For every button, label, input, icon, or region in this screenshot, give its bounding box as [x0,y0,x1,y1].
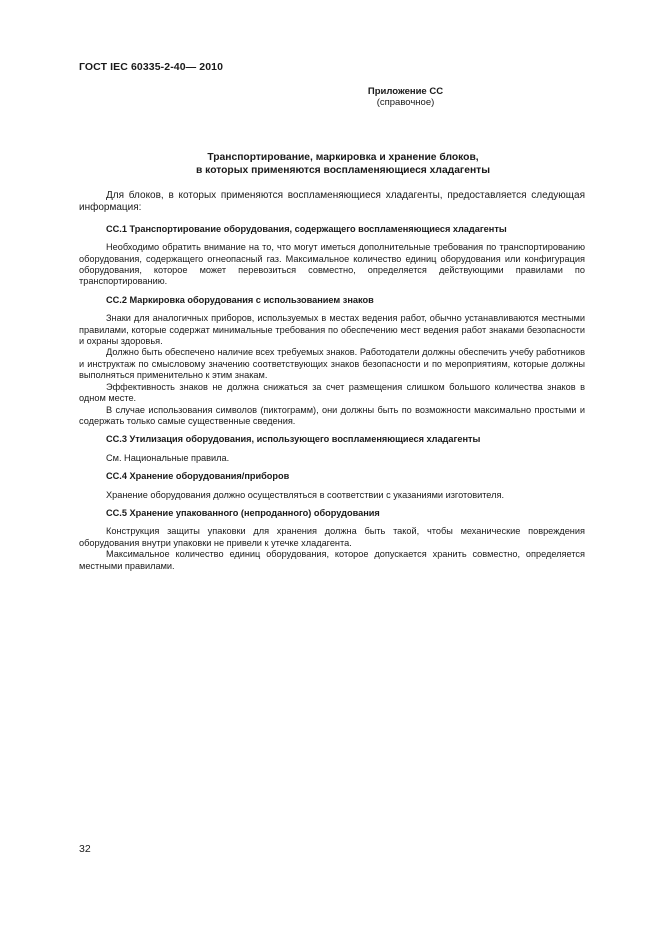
section-paragraph: Конструкция защиты упаковки для хранения должна быть такой, чтобы механические повреждения оборудования внутри упаковки не привели к утечке хладагента. [79,526,585,548]
section-paragraph: Хранение оборудования должно осуществляться в соответствии с указаниями изготовителя. [106,489,505,500]
section-cc5 [79,508,585,572]
section-paragraph: См. Национальные правила. [106,452,230,463]
annex-title: Приложение СС [367,86,444,97]
page-number: 32 [79,843,91,855]
section-heading: СС.4 Хранение оборудования/приборов [106,471,290,482]
section-paragraph: В случае использования символов (пиктограмм), они должны быть по возможности максимально простыми и содержать только самые существенные сведения. [79,404,585,426]
section-paragraph: Знаки для аналогичных приборов, используемых в местах ведения работ, обычно устанавливаются местными правилами, которые содержат минимальные требования по обеспечению мест ведения работ знаками безопасности и охраны здоровья. [79,313,585,347]
section-cc4 [79,471,585,501]
page-title-line-2: в которых применяются воспламеняющиеся хладагенты [195,165,491,176]
document-code-header: ГОСТ IEC 60335-2-40— 2010 [79,61,224,73]
section-paragraph: Эффективность знаков не должна снижаться за счет размещения слишком большого количества знаков в одном месте. [79,381,585,404]
section-heading: СС.3 Утилизация оборудования, использующего воспламеняющиеся хладагенты [106,434,481,445]
section-heading: СС.2 Маркировка оборудования с использованием знаков [106,294,374,305]
section-cc3 [79,434,585,464]
document-body [79,190,585,579]
page-title [79,151,607,177]
section-heading: СС.5 Хранение упакованного (непроданного) оборудования [106,507,380,518]
section-paragraph: Должно быть обеспечено наличие всех требуемых знаков. Работодатели должны обеспечить учебу работников и инструктаж по смысловому значению соответствующих знаков безопасности и по мероприятиям, которые должны выполняться применительно к этим знакам. [79,347,585,381]
section-cc2 [79,295,585,427]
section-cc1 [79,224,585,288]
section-heading: СС.1 Транспортирование оборудования, содержащего воспламеняющиеся хладагенты [106,223,507,234]
annex-subtitle: (справочное) [376,97,435,108]
section-paragraph: Необходимо обратить внимание на то, что могут иметься дополнительные требования по транспортированию оборудования, содержащего огнеопасный газ. Максимальное количество единиц оборудования или конфигурация оборудования, которое может перевозиться совместно, определяется действующими правилами по транспортированию. [79,242,585,287]
annex-heading [79,86,582,108]
intro-paragraph: Для блоков, в которых применяются воспламеняющиеся хладагенты, предоставляется следующая информация: [79,190,585,214]
section-paragraph: Максимальное количество единиц оборудования, которое допускается хранить совместно, определяется местными правилами. [79,549,585,571]
page-title-line-1: Транспортирование, маркировка и хранение блоков, [207,152,479,163]
